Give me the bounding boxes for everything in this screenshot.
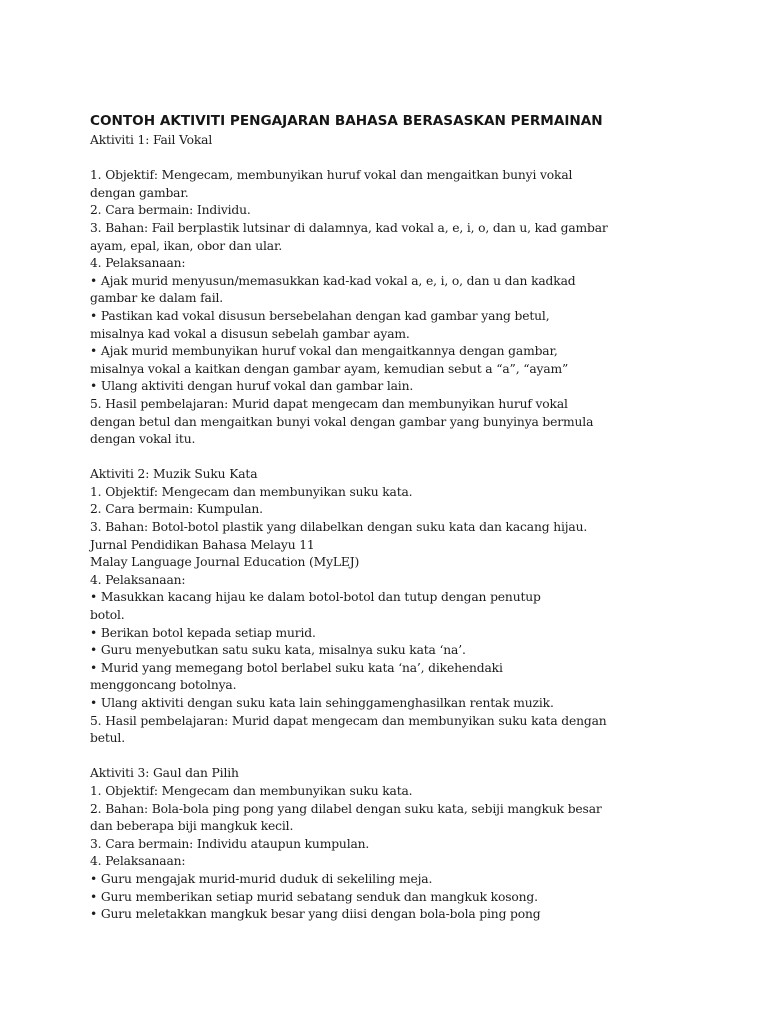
text-line: • Berikan botol kepada setiap murid. (90, 625, 316, 640)
text-line: dengan gambar. (90, 185, 189, 200)
text-line: 1. Objektif: Mengecam, membunyikan huruf vokal dan mengaitkan bunyi vokal (90, 168, 573, 183)
text-line: • Ajak murid membunyikan huruf vokal dan mengaitkannya dengan gambar, (90, 344, 558, 359)
text-line: Malay Language Journal Education (MyLEJ) (90, 555, 360, 570)
text-line: • Guru memberikan setiap murid sebatang senduk dan mangkuk kosong. (90, 889, 538, 904)
text-line: • Ajak murid menyusun/memasukkan kad-kad vokal a, e, i, o, dan u dan kadkad (90, 273, 576, 288)
text-line: misalnya kad vokal a disusun sebelah gambar ayam. (90, 326, 410, 341)
text-line: 5. Hasil pembelajaran: Murid dapat mengecam dan membunyikan huruf vokal (90, 396, 568, 411)
text-line: 1. Objektif: Mengecam dan membunyikan suku kata. (90, 783, 413, 798)
document-title: CONTOH AKTIVITI PENGAJARAN BAHASA BERASASKAN PERMAINAN (90, 113, 603, 129)
text-line: 3. Cara bermain: Individu ataupun kumpulan. (90, 836, 370, 851)
text-line: • Guru menyebutkan satu suku kata, misalnya suku kata ‘na’. (90, 643, 466, 658)
text-line: 4. Pelaksanaan: (90, 854, 186, 869)
text-line: dengan vokal itu. (90, 432, 196, 447)
text-line: 2. Cara bermain: Kumpulan. (90, 502, 263, 517)
text-line: betul. (90, 731, 125, 746)
text-line: • Pastikan kad vokal disusun bersebelahan dengan kad gambar yang betul, (90, 308, 550, 323)
text-line: 4. Pelaksanaan: (90, 572, 186, 587)
text-line: • Ulang aktiviti dengan suku kata lain sehinggamenghasilkan rentak muzik. (90, 696, 554, 710)
text-line: 3. Bahan: Fail berplastik lutsinar di dalamnya, kad vokal a, e, i, o, dan u, kad gambar (90, 220, 608, 235)
text-line: • Ulang aktiviti dengan huruf vokal dan gambar lain. (90, 379, 414, 394)
blank-line (90, 150, 690, 168)
text-line: gambar ke dalam fail. (90, 291, 224, 306)
text-line: • Guru mengajak murid-murid duduk di sekeliling meja. (90, 871, 433, 886)
text-line: 2. Cara bermain: Individu. (90, 203, 251, 218)
text-line: misalnya vokal a kaitkan dengan gambar ayam, kemudian sebut a “a”, “ayam” (90, 361, 569, 376)
text-line: botol. (90, 608, 125, 623)
text-line: menggoncang botolnya. (90, 678, 237, 693)
blank-line (90, 449, 690, 467)
text-line: 4. Pelaksanaan: (90, 256, 186, 271)
text-line: 1. Objektif: Mengecam dan membunyikan suku kata. (90, 484, 413, 499)
text-line: dengan betul dan mengaitkan bunyi vokal dengan gambar yang bunyinya bermula (90, 414, 594, 429)
text-line: • Guru meletakkan mangkuk besar yang diisi dengan bola-bola ping pong (90, 907, 541, 922)
blank-line (90, 748, 690, 766)
text-line: 3. Bahan: Botol-botol plastik yang dilabelkan dengan suku kata dan kacang hijau. (90, 520, 588, 535)
text-line: 5. Hasil pembelajaran: Murid dapat mengecam dan membunyikan suku kata dengan (90, 713, 607, 728)
text-line: • Murid yang memegang botol berlabel suku kata ‘na’, dikehendaki (90, 660, 503, 675)
text-line: Jurnal Pendidikan Bahasa Melayu 11 (90, 537, 315, 552)
document-body (90, 110, 690, 924)
text-line: Aktiviti 2: Muzik Suku Kata (90, 467, 258, 482)
text-line: • Masukkan kacang hijau ke dalam botol-botol dan tutup dengan penutup (90, 590, 541, 605)
text-line: ayam, epal, ikan, obor dan ular. (90, 238, 283, 253)
text-line: 2. Bahan: Bola-bola ping pong yang dilabel dengan suku kata, sebiji mangkuk besar (90, 801, 602, 816)
text-line: Aktiviti 3: Gaul dan Pilih (90, 766, 239, 781)
text-line: Aktiviti 1: Fail Vokal (90, 133, 213, 147)
text-line: dan beberapa biji mangkuk kecil. (90, 819, 294, 834)
document-text (90, 132, 690, 924)
